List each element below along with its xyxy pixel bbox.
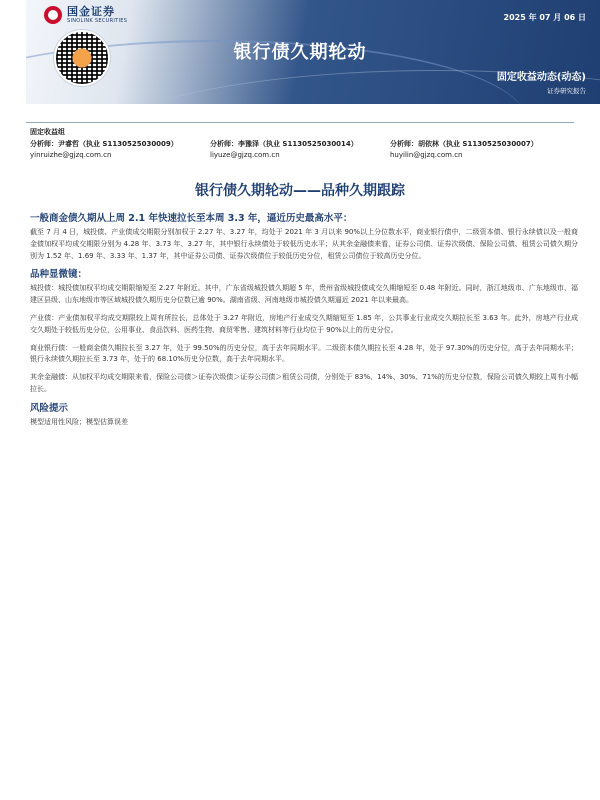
report-body xyxy=(30,212,578,435)
paragraph-chengtou: 城投债：城投债加权平均成交期限缩短至 2.27 年附近。其中，广东省级城投债久期超 5 年，贵州省级城投债成交久期缩短至 0.48 年附近。同时，浙江地级市、广东地级市、福建区县级、山东地级市等区域城投债久期历史分位数已逾 90%。湖南省级、河南地级市城投债久期逼近 2021 年以来最高。 xyxy=(30,284,578,305)
paragraph-risk: 模型适用性风险；模型估算误差 xyxy=(30,417,128,426)
report-category: 固定收益动态(动态) xyxy=(496,72,586,83)
paragraph-bank: 商业银行债：一般商金债久期拉长至 3.27 年，处于 99.50%的历史分位，高于去年同期水平。二级资本债久期拉长至 4.28 年，处于 97.30%的历史分位，高于去年同期水平；银行永续债久期拉长至 3.73 年，处于的 68.10%历史分位数，高于去年同期水平。 xyxy=(30,343,578,364)
section-heading-varieties: 品种显微镜： xyxy=(30,269,88,281)
banner-title: 银行债久期轮动 xyxy=(233,42,367,63)
analyst-email[interactable]: huyilin@gjzq.com.cn xyxy=(390,151,463,159)
team-name: 固定收益组 xyxy=(30,128,65,136)
report-date: 2025 年 07 月 06 日 xyxy=(503,13,586,22)
summary-paragraph: 截至 7 月 4 日，城投债、产业债成交期限分别加权于 2.27 年、3.27 年，均处于 2021 年 3 月以来 90%以上分位数水平，商业银行债中，二级资本债、银行永续债以及一般商金债加权平均成交期限分别为 4.28 年、3.73 年、3.27 年，其中银行永续债处于较低历史水平；从其余金融债来看，证券公司债、证券次级债、保险公司债、租赁公司债久期分别为 1.52 年、1.69 年、3.33 年、1.37 年，其中证券公司债、证券次级债位于较低历史分位，租赁公司债位于较高历史分位。 xyxy=(30,228,578,260)
logo-name-en: SINOLINK SECURITIES xyxy=(67,18,128,24)
document-title: 银行债久期轮动——品种久期跟踪 xyxy=(195,183,405,199)
logo-icon xyxy=(44,6,62,24)
report-type: 证券研究报告 xyxy=(547,87,586,95)
paragraph-other-financial: 其余金融债：从加权平均成交期限来看，保险公司债＞证券次级债＞证券公司债＞租赁公司债，分别处于 83%、14%、30%、71%的历史分位数，保险公司债久期较上周有小幅拉长。 xyxy=(30,373,578,393)
analyst-info: 分析师：尹睿哲（执业 S1130525030009） xyxy=(30,140,178,148)
headline: 一般商金债久期从上周 2.1 年快速拉长至本周 3.3 年，逼近历史最高水平： xyxy=(30,213,353,224)
analyst-info: 分析师：李豫泽（执业 S1130525030014） xyxy=(210,140,358,148)
paragraph-industrial: 产业债：产业债加权平均成交期限较上周有所拉长，总体处于 3.27 年附近，房地产行业成交久期缩短至 1.85 年，公共事业行业成交久期拉长至 3.63 年。此外，房地产行业成交久期处于较低历史分位，公用事业、食品饮料、医药生物、商贸零售、建筑材料等行业均位于 90%以上的历史分位。 xyxy=(30,313,578,334)
analyst-email[interactable]: liyuze@gjzq.com.cn xyxy=(210,151,280,159)
divider xyxy=(26,122,574,123)
analyst-2 xyxy=(210,139,358,161)
analyst-1 xyxy=(30,139,178,161)
logo-name-cn: 国金证券 xyxy=(67,5,115,18)
analyst-email[interactable]: yinruizhe@gjzq.com.cn xyxy=(30,151,112,159)
company-logo xyxy=(44,6,127,24)
section-heading-risk: 风险提示 xyxy=(30,402,69,414)
analyst-3 xyxy=(390,139,538,161)
analyst-info: 分析师：胡依林（执业 S1130525030007） xyxy=(390,140,538,148)
